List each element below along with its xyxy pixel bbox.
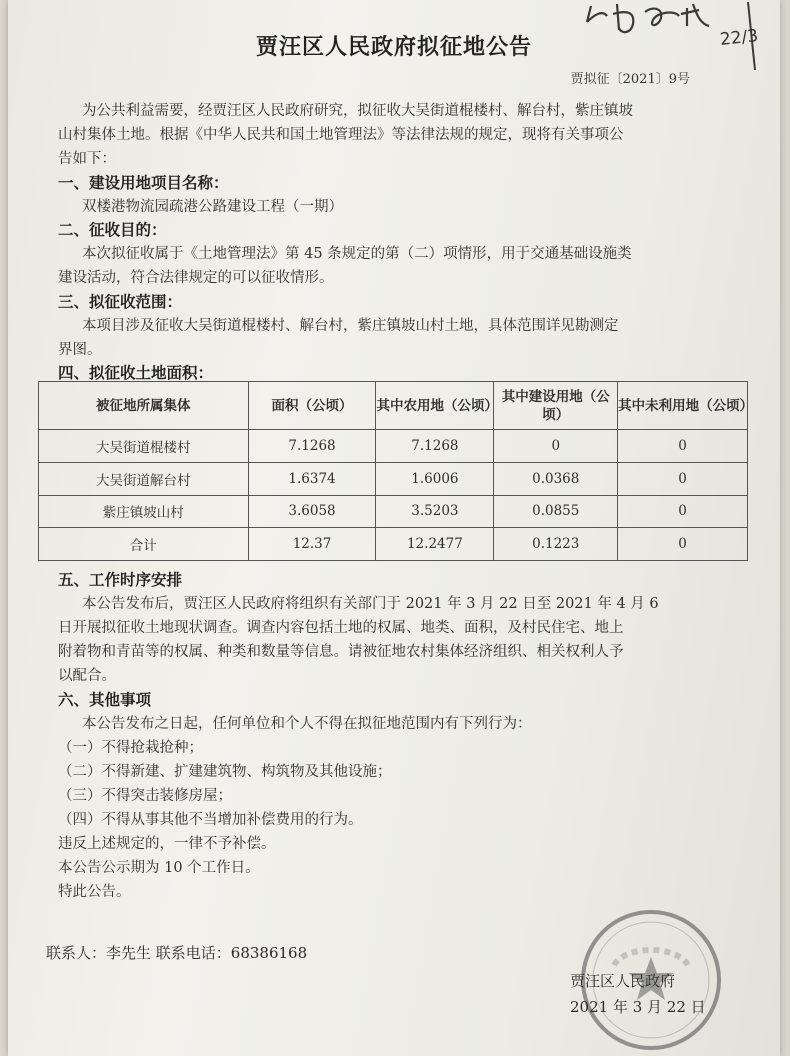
table-row	[39, 462, 748, 495]
table-cell: 大吴街道解台村	[39, 462, 249, 495]
table-cell: 12.37	[248, 528, 376, 561]
section-heading: 一、建设用地项目名称：	[58, 173, 229, 192]
section-body: 本项目涉及征收大吴街道棍楼村、解台村，紫庄镇坡山村土地，具体范围详见勘测定	[82, 318, 619, 334]
table-header-cell: 其中未利用地（公顷）	[618, 382, 748, 430]
table-cell: 0.0368	[494, 462, 618, 495]
list-item: （二）不得新建、扩建建筑物、构筑物及其他设施；	[58, 764, 392, 780]
section-body: 特此公告。	[58, 884, 131, 900]
section-heading: 五、工作时序安排	[58, 570, 183, 589]
table-cell: 1.6374	[248, 462, 376, 495]
section-body: 本公告发布后，贾汪区人民政府将组织有关部门于 2021 年 3 月 22 日至 2021 年 4 月 6	[82, 596, 659, 612]
section-heading: 四、拟征收土地面积：	[58, 363, 214, 382]
section-body: 附着物和青苗等的权属、种类和数量等信息。请被征地农村集体经济组织、相关权利人予	[58, 644, 624, 660]
notice-page	[8, 0, 780, 1056]
table-header-cell: 其中农用地（公顷）	[376, 382, 494, 430]
table-cell: 7.1268	[376, 430, 494, 463]
list-item: （三）不得突击装修房屋；	[58, 788, 232, 804]
section-body: 双楼港物流园疏港公路建设工程（一期）	[82, 199, 343, 215]
section-body: 建设活动，符合法律规定的可以征收情形。	[58, 270, 334, 286]
table-cell: 0	[618, 430, 748, 463]
section-body: 以配合。	[58, 668, 116, 684]
table-cell: 3.5203	[376, 495, 494, 528]
table-cell: 0	[618, 495, 748, 528]
section-body: 违反上述规定的，一律不予补偿。	[58, 836, 276, 852]
table-cell: 0.0855	[494, 495, 618, 528]
handwritten-date: 22/3	[719, 26, 760, 50]
table-cell: 大吴街道棍楼村	[39, 430, 249, 463]
document-number: 贾拟征〔2021〕9号	[570, 72, 690, 87]
intro-line: 山村集体土地。根据《中华人民共和国土地管理法》等法律法规的规定，现将有关事项公	[58, 127, 624, 143]
table-header-cell: 其中建设用地（公顷）	[494, 382, 618, 430]
table-cell: 7.1268	[248, 430, 376, 463]
section-heading: 二、征收目的：	[58, 220, 167, 239]
table-cell: 1.6006	[376, 462, 494, 495]
table-row-total	[39, 528, 748, 561]
table-cell: 紫庄镇坡山村	[39, 495, 249, 528]
table-row	[39, 430, 748, 463]
section-body: 界图。	[58, 342, 102, 358]
table-header-cell: 面积（公顷）	[248, 382, 376, 430]
page-title: 贾汪区人民政府拟征地公告	[255, 34, 532, 60]
intro-line: 告如下：	[58, 151, 116, 167]
table-header-cell: 被征地所属集体	[39, 382, 249, 430]
section-body: 本公告公示期为 10 个工作日。	[58, 860, 260, 876]
table-header-row	[39, 382, 748, 430]
issuing-organization: 贾汪区人民政府	[570, 972, 676, 990]
table-cell: 0	[494, 430, 618, 463]
table-cell: 0.1223	[494, 528, 618, 561]
intro-line: 为公共利益需要，经贾汪区人民政府研究，拟征收大吴街道棍楼村、解台村，紫庄镇坡	[82, 103, 633, 119]
list-item: （一）不得抢栽抢种；	[58, 740, 203, 756]
section-body: 本公告发布之日起，任何单位和个人不得在拟征地范围内有下列行为：	[82, 716, 532, 732]
table-cell: 0	[618, 528, 748, 561]
list-item: （四）不得从事其他不当增加补偿费用的行为。	[58, 812, 363, 828]
table-row	[39, 495, 748, 528]
land-area-table	[38, 381, 754, 561]
table-cell: 3.6058	[248, 495, 376, 528]
table-cell: 0	[618, 462, 748, 495]
section-heading: 三、拟征收范围：	[58, 292, 183, 311]
section-body: 本次拟征收属于《土地管理法》第 45 条规定的第（二）项情形，用于交通基础设施类	[82, 246, 632, 262]
contact-info: 联系人：李先生 联系电话：68386168	[46, 944, 308, 962]
table-cell: 12.2477	[376, 528, 494, 561]
table-cell: 合计	[39, 528, 249, 561]
section-heading: 六、其他事项	[58, 690, 152, 709]
issue-date: 2021 年 3 月 22 日	[570, 998, 706, 1016]
section-body: 日开展拟征收土地现状调查。调查内容包括土地的权属、地类、面积，及村民住宅、地上	[58, 620, 624, 636]
